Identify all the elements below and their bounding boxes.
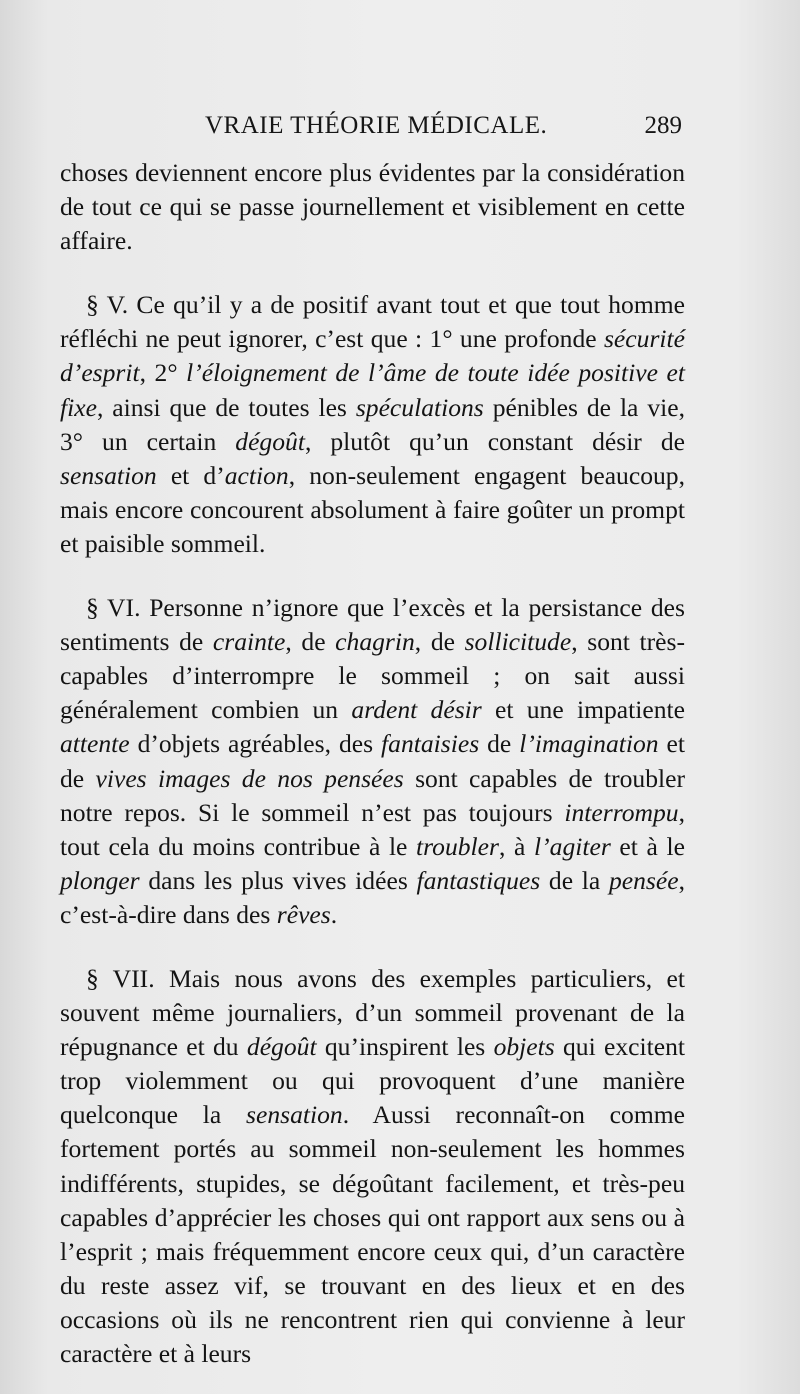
text-run: et à le	[610, 831, 685, 861]
text-run: , ainsi que de toutes les	[96, 392, 356, 422]
italic-text-run: fantaisies	[381, 729, 480, 759]
text-run: de	[479, 729, 520, 759]
italic-text-run: interrompu	[564, 797, 679, 827]
italic-text-run: objets	[493, 1032, 555, 1062]
running-title: VRAIE THÉORIE MÉDICALE.	[205, 112, 548, 139]
text-run: § VI. Personne n’ignore que l’excès et la persistance des sentiments de	[60, 593, 685, 657]
italic-text-run: troubler	[416, 831, 499, 861]
italic-text-run: ardent désir	[351, 695, 482, 725]
italic-text-run: attente	[60, 729, 130, 759]
text-run: , de	[285, 627, 336, 657]
page-number: 289	[644, 112, 682, 139]
italic-text-run: sollicitude	[464, 627, 572, 657]
text-run: § VII. Mais nous avons des exemples particuliers, et souvent même journaliers, d’un sommeil provenant de la répugnance et du	[60, 963, 685, 1062]
italic-text-run: l’éloignement de l’âme de toute idée positive et fixe	[60, 358, 685, 422]
italic-text-run: rêves	[276, 899, 331, 929]
paragraph-continuation	[60, 156, 685, 258]
italic-text-run: fantastiques	[416, 865, 541, 895]
text-run: choses deviennent encore plus évidentes par la considération de tout ce qui se passe journellement et visiblement en cette affaire.	[60, 158, 685, 256]
text-run: qu’inspirent les	[316, 1032, 494, 1062]
italic-text-run: pensée	[608, 865, 679, 895]
text-run: , de	[414, 627, 465, 657]
text-run: , plutôt qu’un constant désir de	[304, 426, 685, 456]
text-run: § V. Ce qu’il y a de positif avant tout et que tout homme réfléchi ne peut ignorer, c’est que : 1° une profonde	[60, 290, 685, 354]
italic-text-run: l’imagination	[519, 729, 659, 759]
text-run: , à	[499, 831, 535, 861]
text-run: dans les plus vives idées	[139, 865, 417, 895]
text-run: et une impatiente	[481, 695, 685, 725]
italic-text-run: plonger	[60, 865, 140, 895]
italic-text-run: vives images de nos pensées	[95, 763, 404, 793]
body-text	[60, 156, 685, 1371]
text-run: , sont très-capables d’interrompre le sommeil ; on sait aussi généralement combien un	[60, 627, 685, 725]
italic-text-run: spéculations	[355, 392, 484, 422]
italic-text-run: sensation	[60, 460, 157, 490]
italic-text-run: l’agiter	[534, 831, 611, 861]
text-run: pénibles de la vie, 3° un certain	[60, 392, 685, 456]
text-run: et de	[60, 729, 685, 793]
page-header	[0, 108, 800, 148]
text-run: sont capables de troubler notre repos. Si le sommeil n’est pas toujours	[60, 763, 685, 827]
paragraph-section-vii	[60, 962, 685, 1371]
text-run: . Aussi reconnaît-on comme fortement portés au sommeil non-seulement les hommes indifférents, stupides, se dégoûtant facilement, et très-peu capables d’apprécier les choses qui ont rapport aux sens ou à l’esprit ; mais fréquemment encore ceux qui, d’un caractère du reste assez vif, se trouvant en des lieux et en des occasions où ils ne rencontrent rien qui convienne à leur caractère et à leurs	[60, 1100, 685, 1368]
italic-text-run: sensation	[246, 1100, 343, 1130]
italic-text-run: dégoût	[235, 426, 305, 456]
text-run: .	[330, 899, 338, 929]
text-run: , tout cela du moins contribue à le	[60, 797, 685, 861]
italic-text-run: dégoût	[246, 1032, 317, 1062]
text-run: de la	[540, 865, 609, 895]
text-run: et d’	[156, 460, 225, 490]
text-run: , non-seulement engagent beaucoup, mais encore concourent absolument à faire goûter un prompt et paisible sommeil.	[60, 460, 685, 558]
text-run: d’objets agréables, des	[129, 729, 382, 759]
italic-text-run: action	[224, 460, 289, 490]
text-run: qui excitent trop violemment ou qui provoquent d’une manière quelconque la	[60, 1032, 685, 1130]
paragraph-section-vi	[60, 591, 685, 932]
italic-text-run: chagrin	[335, 627, 415, 657]
italic-text-run: crainte	[212, 627, 286, 657]
italic-text-run: sécurité d’esprit	[60, 324, 685, 388]
text-run: , c’est-à-dire dans des	[60, 865, 685, 929]
text-run: , 2°	[139, 358, 187, 388]
paragraph-section-v	[60, 288, 685, 561]
